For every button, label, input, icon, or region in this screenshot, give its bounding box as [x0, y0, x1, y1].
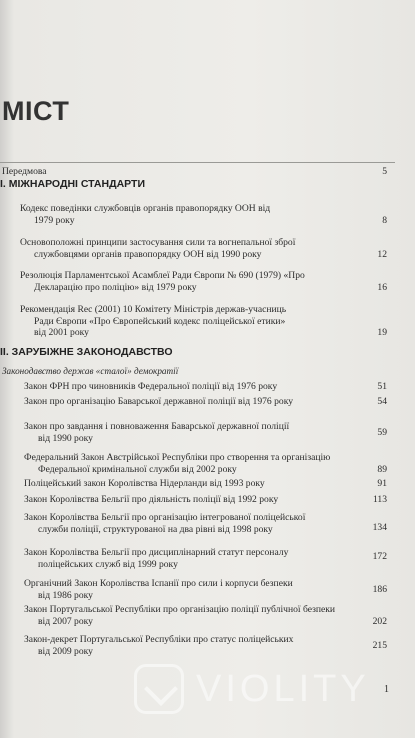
toc-entry: [0, 604, 395, 628]
toc-entry-text: Основоположні принципи застосування сили та вогнепальної зброї: [20, 237, 296, 248]
toc-entry-text: Закон про завдання і повноваження Баварської державної поліції: [24, 421, 290, 432]
toc-entry-page: 54: [377, 396, 387, 407]
toc-entry: [0, 304, 395, 340]
toc-entry-text: Закон ФРН про чиновників Федеральної поліції від 1976 року: [24, 381, 278, 392]
toc-entry: [0, 634, 395, 658]
toc-entry-text: Закон Королівства Бельгії про діяльність поліції від 1992 року: [24, 494, 279, 505]
toc-entry: [0, 421, 395, 445]
watermark-logo-icon: [134, 664, 184, 714]
toc-entry: [0, 494, 395, 506]
page-title: МІСТ: [2, 96, 70, 126]
toc-entry-text-cont: службовцями органів правопорядку ООН від 1990 року: [34, 249, 262, 260]
toc-entry-page: 91: [377, 478, 387, 489]
toc-entry: [0, 237, 395, 261]
toc-entry-page: 172: [372, 551, 387, 562]
watermark-text: VIOLITY: [196, 668, 370, 710]
toc-entry-page: 215: [372, 640, 387, 651]
toc-entry: [0, 381, 395, 393]
toc-entry-text: Резолюція Парламентської Асамблеї Ради Європи № 690 (1979) «Про: [20, 270, 305, 281]
toc-section: [0, 347, 395, 361]
toc-subsection: [0, 366, 395, 378]
toc-entry: [0, 512, 395, 536]
toc-entry-page: 8: [382, 215, 387, 226]
toc-section: [0, 179, 395, 193]
toc-entry: [0, 547, 395, 571]
title-divider: [0, 162, 395, 163]
toc-entry-text-cont: поліцейських служб від 1999 року: [38, 559, 178, 570]
toc-entry-text: Передмова: [2, 166, 47, 177]
toc-entry-text-cont: від 2007 року: [38, 616, 93, 627]
toc-entry: [0, 396, 395, 408]
toc-entry-page: 186: [372, 584, 387, 595]
toc-section-title: І. МІЖНАРОДНІ СТАНДАРТИ: [0, 178, 145, 190]
toc-entry-page: 134: [372, 522, 387, 533]
toc-entry-page: 113: [372, 494, 387, 505]
toc-entry: [0, 166, 395, 178]
toc-entry: [0, 203, 395, 227]
toc-entry-page: 19: [377, 327, 387, 338]
toc-entry-text: Закон Королівства Бельгії про організацію інтегрованої поліцейської: [24, 512, 306, 523]
toc-entry: [0, 270, 395, 294]
toc-entry-text: Рекомендація Rec (2001) 10 Комітету Міністрів держав-учасниць: [20, 304, 287, 315]
toc-entry-page: 202: [372, 616, 387, 627]
page-number: 1: [384, 684, 389, 695]
toc-entry-text-cont: від 2001 року: [34, 327, 89, 338]
toc-entry-text: Закон про організацію Баварської державної поліції від 1976 року: [24, 396, 294, 407]
watermark: [134, 664, 404, 716]
toc-entry-page: 16: [377, 282, 387, 293]
toc-entry-text-cont: від 1986 року: [38, 590, 93, 601]
toc-entry-page: 59: [377, 427, 387, 438]
toc-entry: [0, 578, 395, 602]
toc-entry-text: Закон Португальської Республіки про організацію поліції публічної безпеки: [24, 604, 336, 615]
toc-entry-text-cont: від 2009 року: [38, 646, 93, 657]
toc-section-title: ІІ. ЗАРУБІЖНЕ ЗАКОНОДАВСТВО: [0, 346, 173, 358]
toc-entry-text: Поліцейський закон Королівства Нідерланди від 1993 року: [24, 478, 265, 489]
toc-entry-text: Закон-декрет Португальської Республіки про статус поліцейських: [24, 634, 294, 645]
toc-entry-text: Закон Королівства Бельгії про дисциплінарний статут персоналу: [24, 547, 289, 558]
toc-entry-text-cont: Ради Європи «Про Європейський кодекс поліцейської етики»: [34, 316, 286, 327]
toc-entry-text: Органічний Закон Королівства Іспанії про сили і корпуси безпеки: [24, 578, 293, 589]
toc-entry-text: Кодекс поведінки службовців органів правопорядку ООН від: [20, 203, 271, 214]
toc-entry-text-cont: служби поліції, структурованої на два рівні від 1998 року: [38, 524, 273, 535]
toc-entry: [0, 478, 395, 490]
toc-subsection-title: Законодавство держав «сталої» демократії: [2, 366, 179, 376]
toc-entry-page: 5: [382, 166, 387, 177]
toc-entry-page: 51: [377, 381, 387, 392]
toc-entry-page: 12: [377, 249, 387, 260]
toc-entry-text: Федеральний Закон Австрійської Республіки про створення та організацію: [24, 452, 331, 463]
toc-entry-text-cont: 1979 року: [34, 215, 75, 226]
toc-entry-text-cont: від 1990 року: [38, 433, 93, 444]
toc-entry-page: 89: [377, 464, 387, 475]
toc-entry-text-cont: Федеральної кримінальної служби від 2002 року: [38, 464, 237, 475]
toc-entry: [0, 452, 395, 476]
toc-entry-text-cont: Декларацію про поліцію» від 1979 року: [34, 282, 197, 293]
